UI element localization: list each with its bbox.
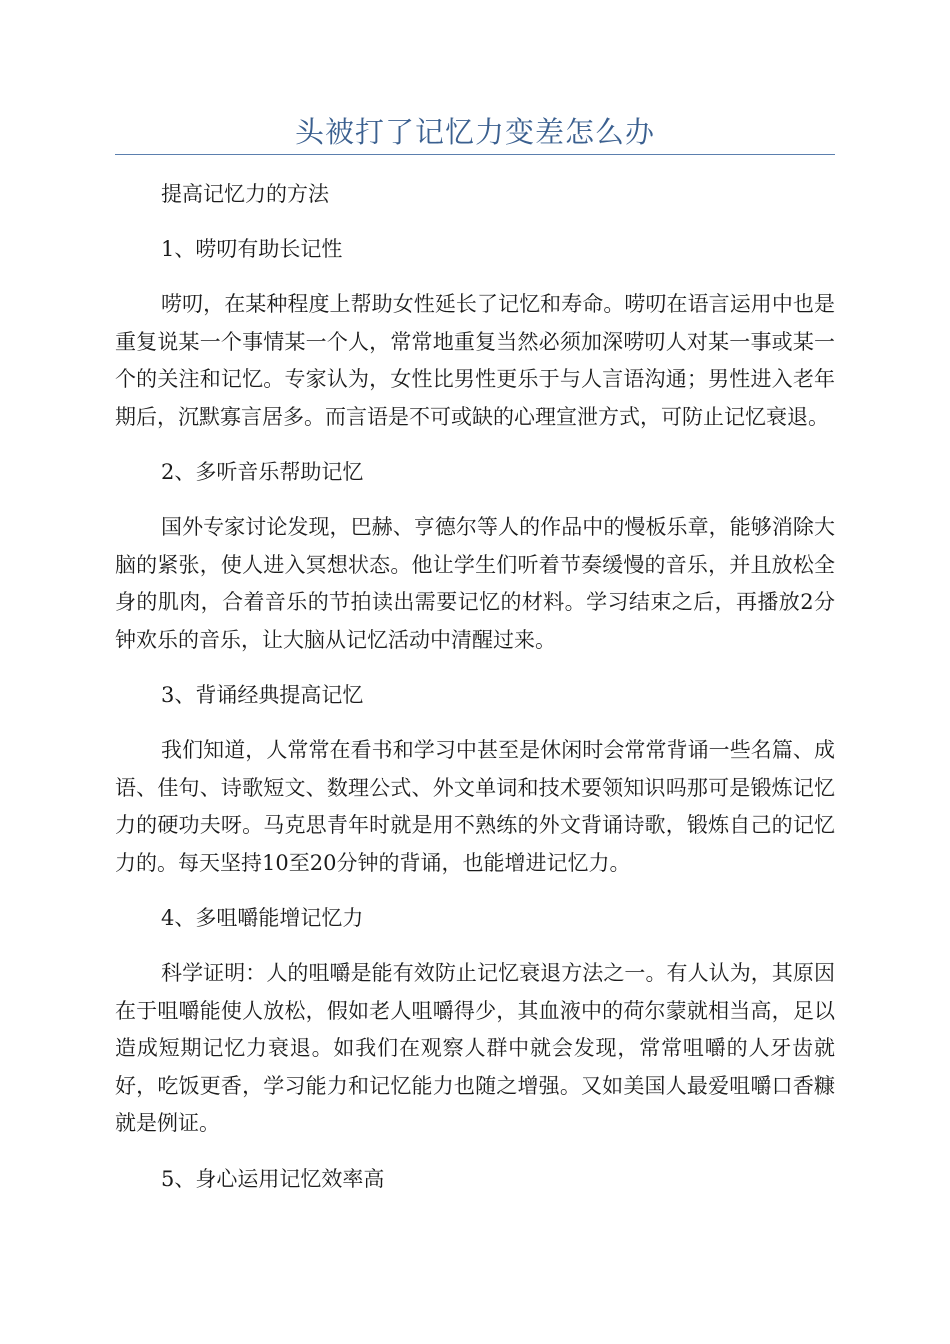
title-underline — [115, 154, 835, 155]
intro-heading: 提高记忆力的方法 — [161, 182, 329, 206]
section-paragraph-2: 国外专家讨论发现，巴赫、亨德尔等人的作品中的慢板乐章，能够消除大脑的紧张，使人进入冥想状态。他让学生们听着节奏缓慢的音乐，并且放松全身的肌肉，合着音乐的节拍读出需要记忆的材料。学习结束之后，再播放2分钟欢乐的音乐，让大脑从记忆活动中清醒过来。 — [115, 515, 835, 652]
section-heading-1: 1、唠叨有助长记性 — [161, 237, 343, 261]
section-heading-5: 5、身心运用记忆效率高 — [161, 1166, 385, 1191]
section-heading-3: 3、背诵经典提高记忆 — [161, 683, 364, 707]
section-paragraph-1: 唠叨，在某种程度上帮助女性延长了记忆和寿命。唠叨在语言运用中也是重复说某一个事情某一个人，常常地重复当然必须加深唠叨人对某一事或某一个的关注和记忆。专家认为，女性比男性更乐于与人言语沟通；男性进入老年期后，沉默寡言居多。而言语是不可或缺的心理宣泄方式，可防止记忆衰退。 — [115, 292, 835, 429]
document-body — [115, 176, 835, 1198]
section-heading-2: 2、多听音乐帮助记忆 — [161, 460, 364, 484]
section-paragraph-3: 我们知道，人常常在看书和学习中甚至是休闲时会常常背诵一些名篇、成语、佳句、诗歌短文、数理公式、外文单词和技术要领知识吗那可是锻炼记忆力的硬功夫呀。马克思青年时就是用不熟练的外文背诵诗歌，锻炼自己的记忆力的。每天坚持10至20分钟的背诵，也能增进记忆力。 — [115, 738, 835, 875]
section-paragraph-4: 科学证明：人的咀嚼是能有效防止记忆衰退方法之一。有人认为，其原因在于咀嚼能使人放松，假如老人咀嚼得少，其血液中的荷尔蒙就相当高，足以造成短期记忆力衰退。如我们在观察人群中就会发现，常常咀嚼的人牙齿就好，吃饭更香，学习能力和记忆能力也随之增强。又如美国人最爱咀嚼口香糠就是例证。 — [115, 961, 835, 1135]
document-title: 头被打了记忆力变差怎么办 — [294, 115, 655, 149]
section-heading-4: 4、多咀嚼能增记忆力 — [161, 906, 364, 930]
